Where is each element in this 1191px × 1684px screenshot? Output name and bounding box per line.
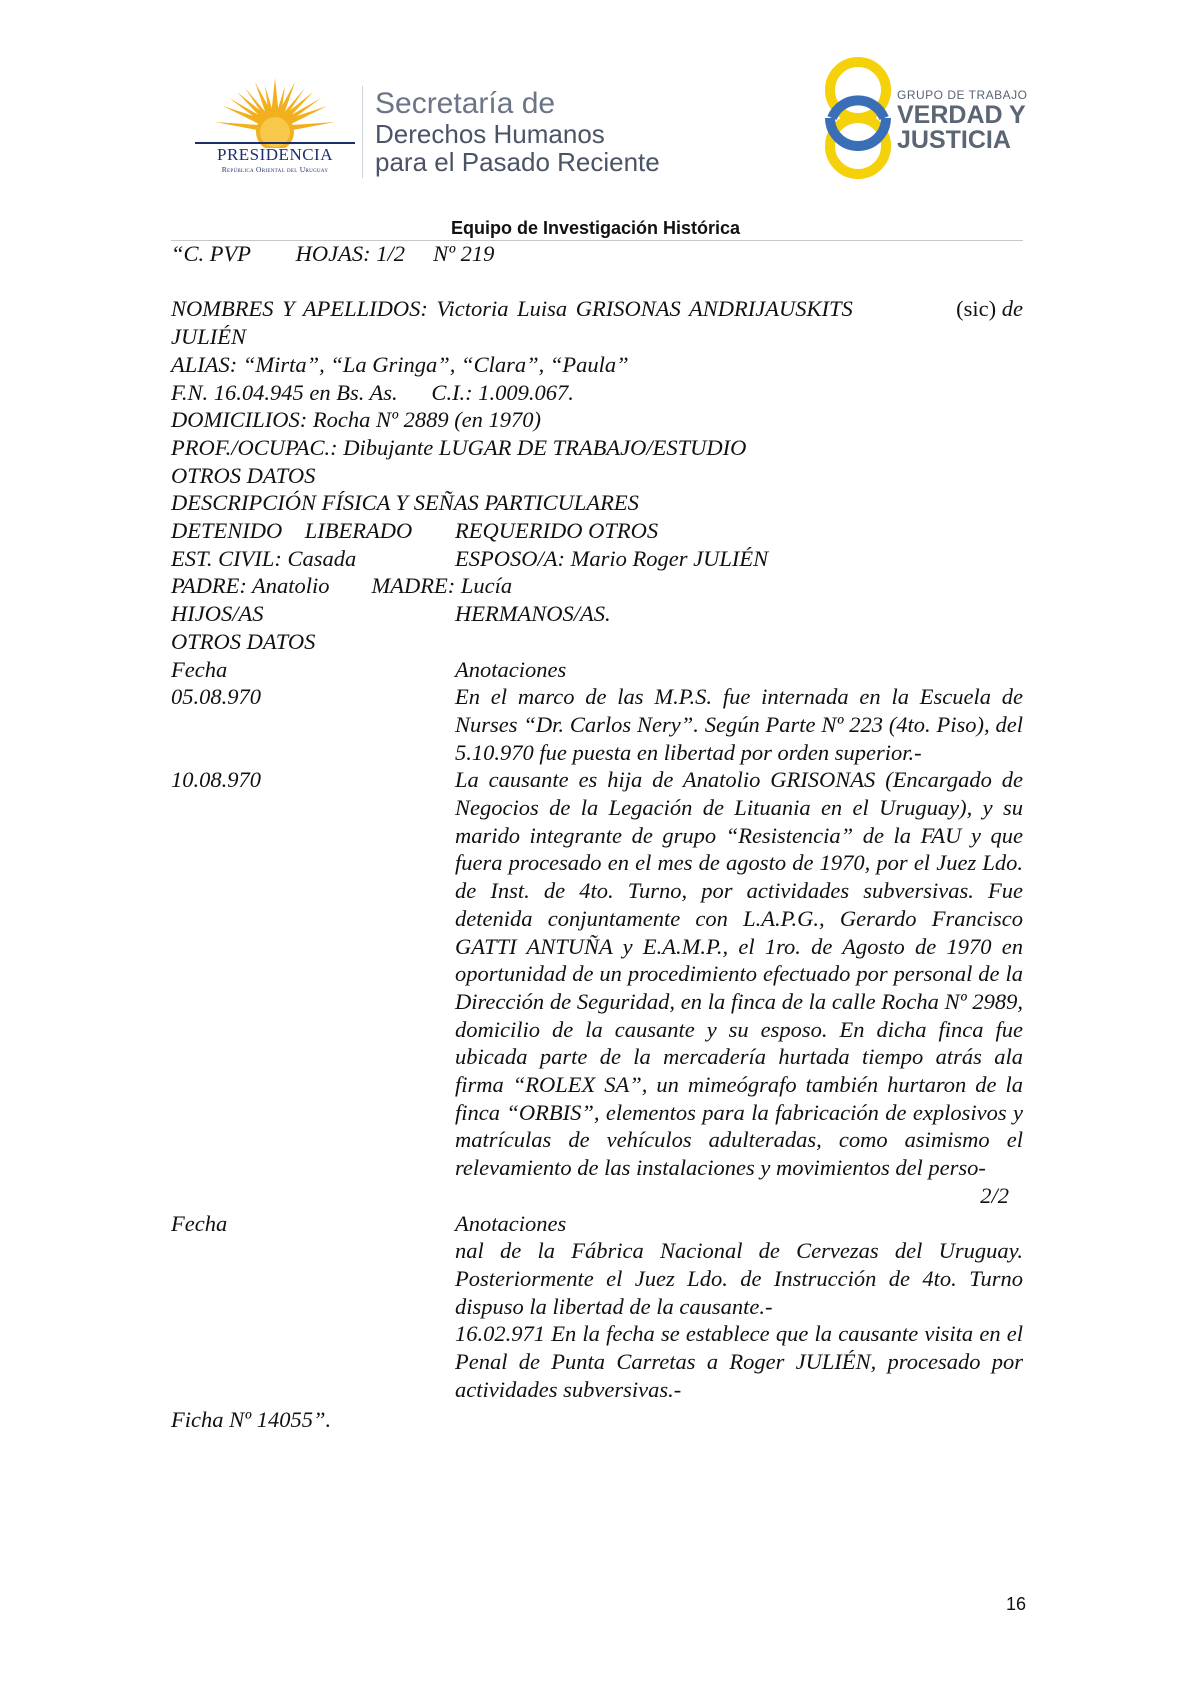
names-de: de: [1001, 296, 1023, 322]
domicilios-line: DOMICILIOS: Rocha Nº 2889 (en 1970): [171, 407, 542, 433]
entry-date: 10.08.970: [171, 767, 261, 793]
profession-line: PROF./OCUPAC.: Dibujante LUGAR DE TRABAJO/ESTUDIO: [171, 434, 747, 460]
page-header: [0, 0, 1191, 200]
empty-cell: [171, 1320, 455, 1403]
parents-row: [171, 572, 1023, 600]
secretaria-line-3: para el Pasado Reciente: [375, 147, 660, 177]
gtvj-line-1: VERDAD Y: [897, 101, 1026, 129]
anotaciones-label: Anotaciones: [455, 656, 567, 682]
detenido-liberado: DETENIDO LIBERADO: [171, 518, 413, 544]
names-continuation: JULIÉN: [171, 324, 246, 350]
fecha-label-2: Fecha: [171, 1210, 228, 1236]
names-sic: (sic): [956, 296, 997, 322]
secretaria-logo-text: [375, 88, 660, 176]
anotaciones-label-2: Anotaciones: [455, 1210, 567, 1236]
secretaria-line-1: Secretaría de: [375, 87, 556, 120]
verdad-justicia-logo-text: [897, 88, 1027, 153]
entry-text: En el marco de las M.P.S. fue internada en la Escuela de Nurses “Dr. Carlos Nery”. Según Parte Nº 223 (4to. Piso), del 5.10.970 fue puesta en libertad por orden superior.-: [455, 684, 1023, 765]
record-header-line: “C. PVP HOJAS: 1/2 Nº 219: [171, 241, 495, 266]
continuation-entry: [171, 1237, 1023, 1320]
verdad-justicia-rings-icon: [818, 56, 898, 181]
gtvj-small-label: GRUPO DE TRABAJO: [897, 88, 1028, 102]
padre: PADRE: Anatolio: [171, 573, 330, 599]
spacer: [171, 268, 1023, 296]
civil-row: [171, 545, 1023, 573]
presidencia-logo: [195, 78, 355, 178]
names-line: [171, 295, 1023, 323]
otros-datos-line: OTROS DATOS: [171, 462, 316, 488]
descripcion-line: DESCRIPCIÓN FÍSICA Y SEÑAS PARTICULARES: [171, 490, 639, 516]
requerido-otros: REQUERIDO OTROS: [455, 518, 659, 544]
annotations-header: [171, 656, 1023, 684]
gtvj-line-2: JUSTICIA: [897, 126, 1011, 154]
annotation-entry-3: [171, 1320, 1023, 1403]
annotations-header-2: [171, 1210, 1023, 1238]
hermanos: HERMANOS/AS.: [455, 601, 611, 627]
logo-divider: [362, 86, 363, 178]
presidencia-subtitle: República Oriental del Uruguay: [221, 165, 329, 174]
birth-id-line: F.N. 16.04.945 en Bs. As. C.I.: 1.009.067.: [171, 379, 574, 405]
names-label: NOMBRES Y APELLIDOS: Victoria Luisa GRISONAS ANDRIJAUSKITS: [171, 296, 853, 322]
presidencia-name: PRESIDENCIA: [216, 145, 333, 164]
status-row: [171, 517, 1023, 545]
hijos: HIJOS/AS: [171, 601, 264, 627]
empty-cell: [171, 1237, 455, 1320]
page-number: 16: [1005, 1594, 1026, 1614]
children-row: [171, 600, 1023, 628]
sun-emblem-icon: [195, 78, 355, 148]
ficha-line: Ficha Nº 14055”.: [171, 1406, 332, 1432]
esposo: ESPOSO/A: Mario Roger JULIÉN: [455, 545, 769, 571]
alias-line: ALIAS: “Mirta”, “La Gringa”, “Clara”, “Paula”: [171, 351, 629, 377]
otros-datos-line-2: OTROS DATOS: [171, 628, 316, 654]
annotation-entry: [171, 683, 1023, 766]
fecha-label: Fecha: [171, 656, 228, 682]
entry3-text: 16.02.971 En la fecha se establece que la causante visita en el Penal de Punta Carretas a Roger JULIÉN, procesado por actividades subversivas.-: [455, 1321, 1023, 1402]
entry-date: 05.08.970: [171, 684, 261, 710]
annotation-entry: [171, 766, 1023, 1182]
record-body: [171, 240, 1023, 1433]
estado-civil: EST. CIVIL: Casada: [171, 545, 357, 571]
page-marker: 2/2: [980, 1182, 1009, 1208]
madre: MADRE: Lucía: [371, 573, 513, 599]
continuation-text: nal de la Fábrica Nacional de Cervezas del Uruguay. Posteriormente el Juez Ldo. de Instrucción de 4to. Turno dispuso la libertad de la causante.-: [455, 1238, 1023, 1319]
team-title: Equipo de Investigación Histórica: [450, 218, 741, 238]
entry-text: La causante es hija de Anatolio GRISONAS (Encargado de Negocios de la Legación de Lituania en el Uruguay), y su marido integrante de grupo “Resistencia” de la FAU y que fuera procesado en el mes de agosto de 1970, por el Juez Ldo. de Inst. de 4to. Turno, por actividades subversivas. Fue detenida conjuntamente con L.A.P.G., Gerardo Francisco GATTI ANTUÑA y E.A.M.P., el 1ro. de Agosto de 1970 en oportunidad de un procedimiento efectuado por personal de la Dirección de Seguridad, en la finca de la calle Rocha Nº 2989, domicilio de la causante y su esposo. En dicha finca fue ubicada parte de la mercadería hurtada tiempo atrás ala firma “ROLEX SA”, un mimeógrafo también hurtaron de la finca “ORBIS”, elementos para la fabricación de explosivos y matrículas de vehículos adulteradas, como asimismo el relevamiento de las instalaciones y movimientos del perso-: [455, 767, 1023, 1181]
secretaria-line-2: Derechos Humanos: [375, 119, 605, 149]
